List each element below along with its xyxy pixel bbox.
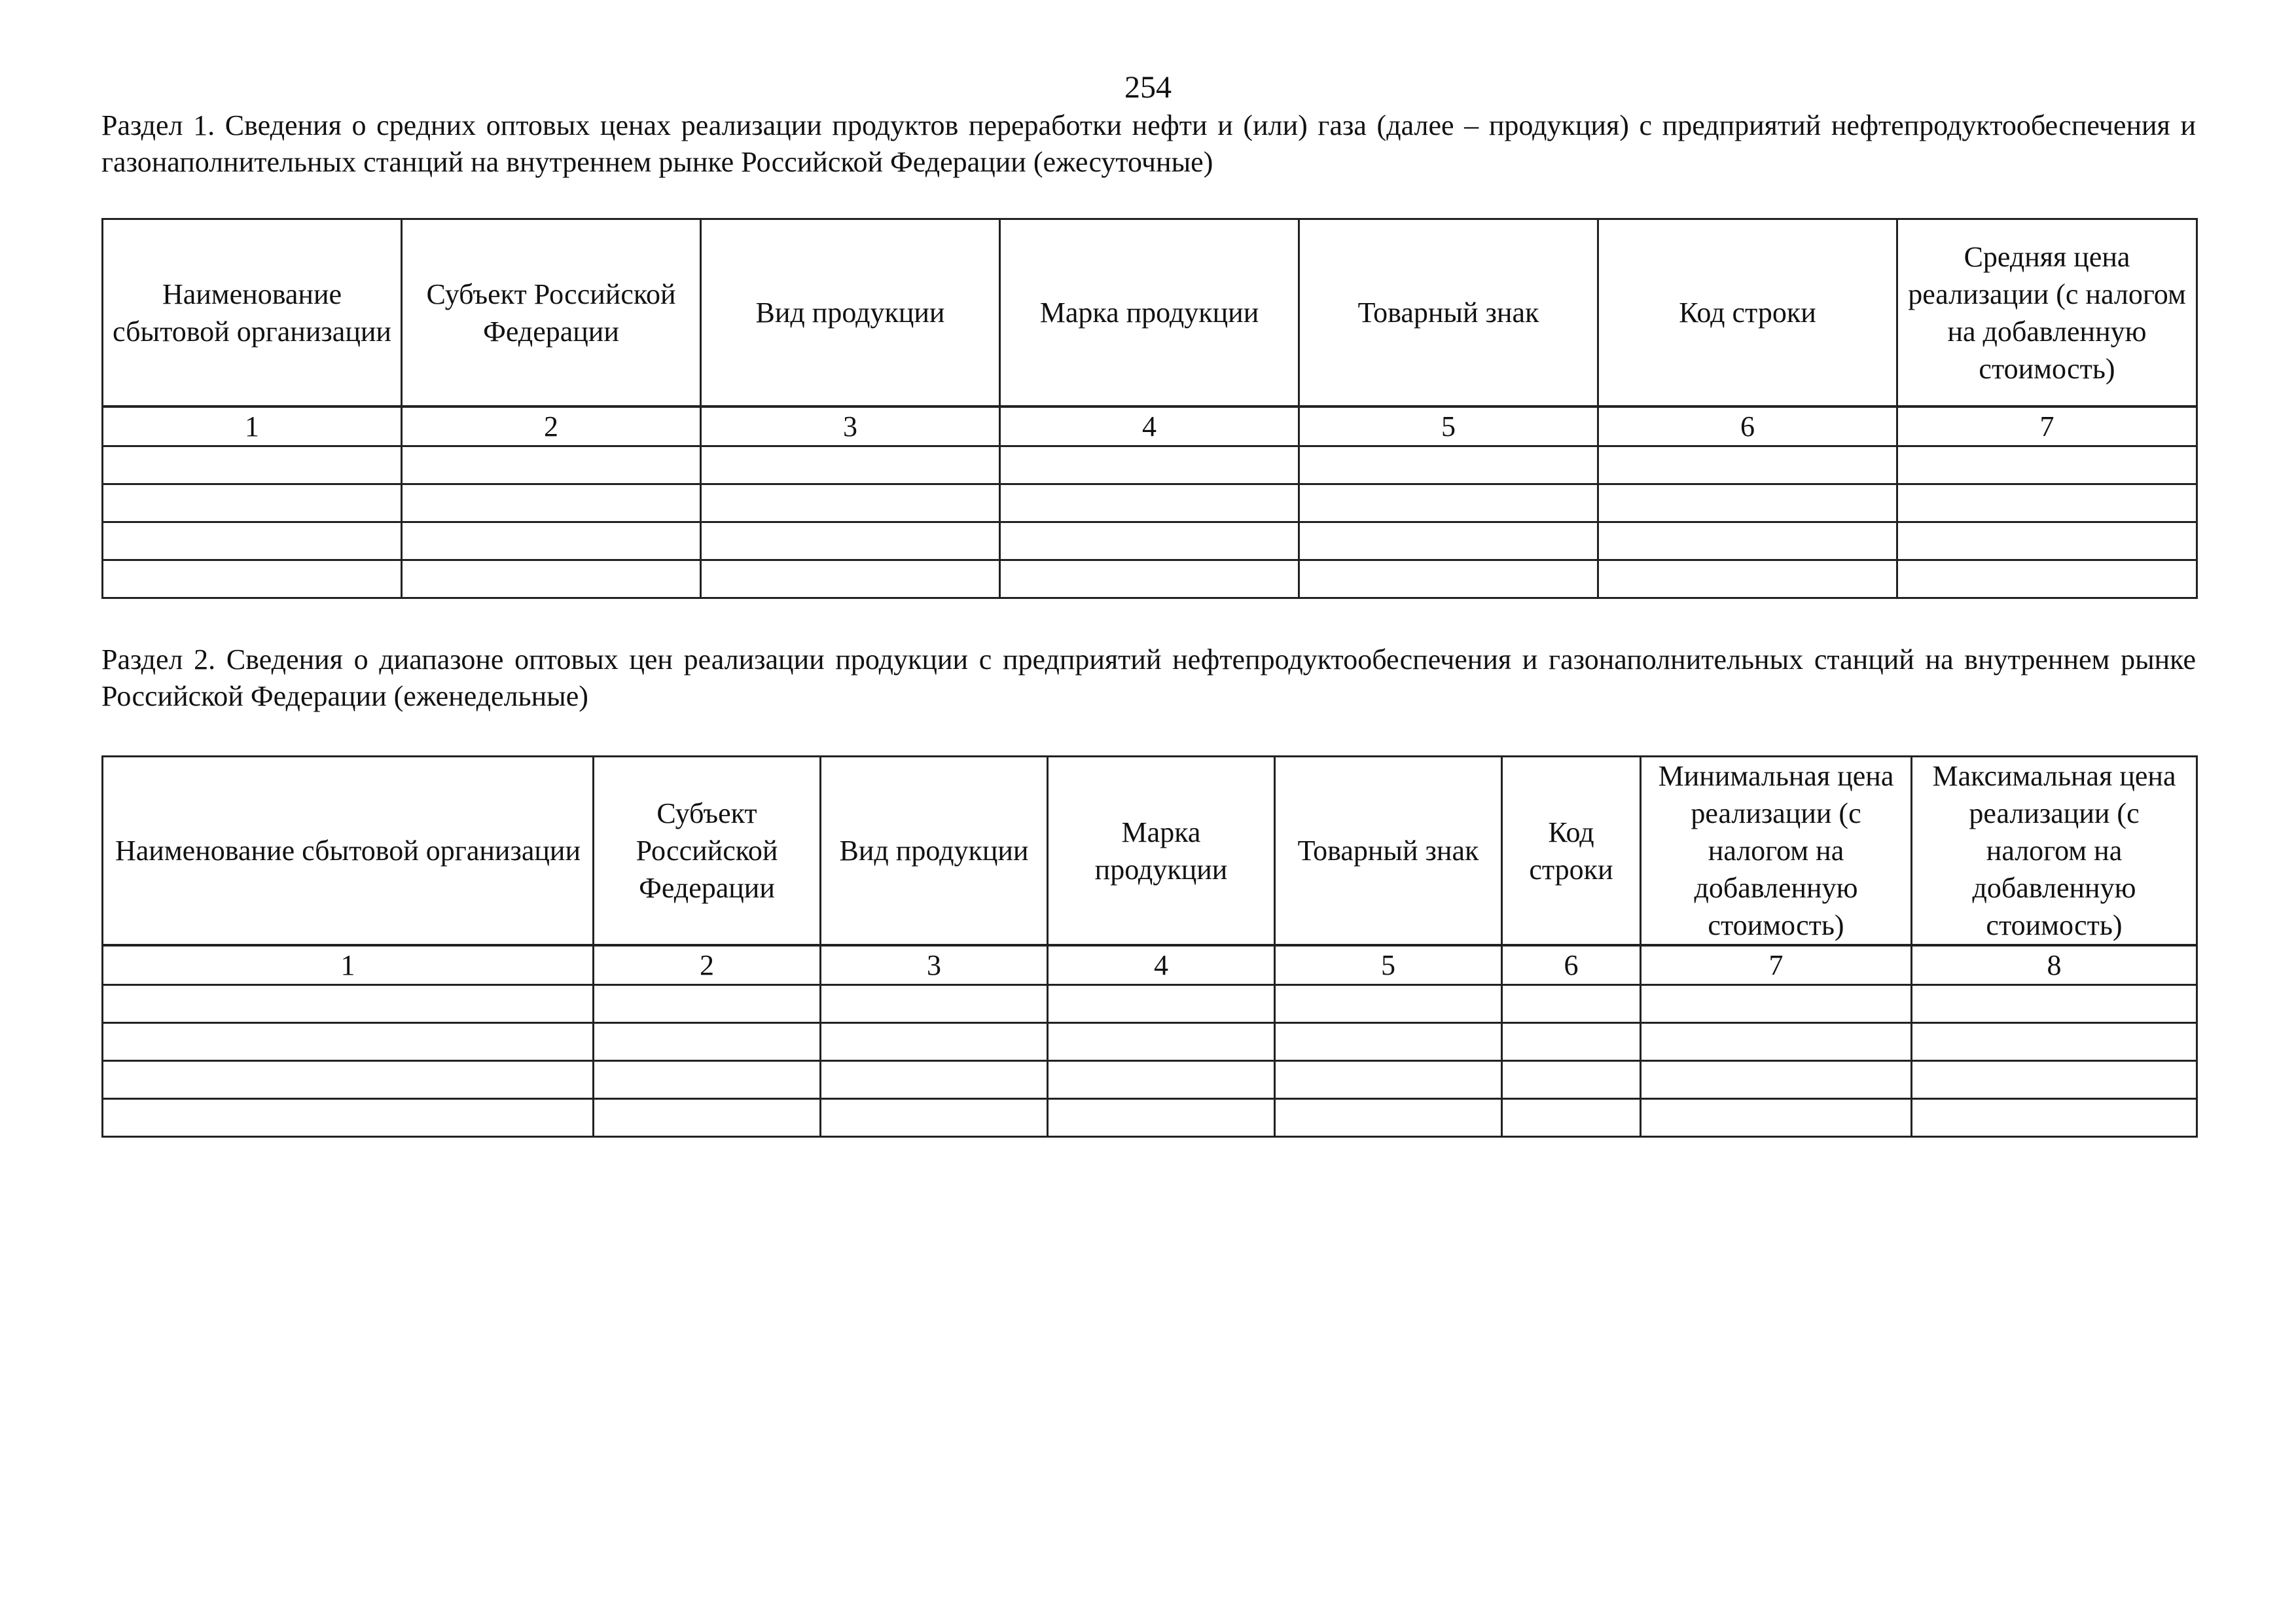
table-header-row <box>103 219 2197 407</box>
column-header: Субъект Российской Федерации <box>594 757 821 946</box>
column-number: 5 <box>1275 945 1502 985</box>
section-2-title: Раздел 2. Сведения о диапазоне оптовых цен реализации продукции с предприятий нефтепродуктообеспечения и газонаполнительных станций на внутреннем рынке Российской Федерации (еженедельные) <box>101 643 2196 712</box>
column-header: Наименование сбытовой организации <box>103 757 594 946</box>
table-cell <box>1641 1099 1912 1137</box>
column-header: Код строки <box>1502 757 1641 946</box>
table-cell <box>1275 1099 1502 1137</box>
table-cell <box>1275 985 1502 1023</box>
table-cell <box>1275 1061 1502 1099</box>
table-cell <box>1912 1099 2197 1137</box>
table-cell <box>1912 1023 2197 1061</box>
column-number-row <box>103 945 2197 985</box>
table-cell <box>103 1061 594 1099</box>
table-cell <box>402 446 701 484</box>
table-cell <box>1502 1023 1641 1061</box>
column-header: Марка продукции <box>1000 219 1299 407</box>
column-header: Субъект Российской Федерации <box>402 219 701 407</box>
table-cell <box>1641 1023 1912 1061</box>
table-cell <box>1275 1023 1502 1061</box>
table-cell <box>103 985 594 1023</box>
table-cell <box>1598 446 1897 484</box>
table-cell <box>594 985 821 1023</box>
table-row <box>103 484 2197 522</box>
column-header: Наименование сбытовой организации <box>103 219 402 407</box>
table-cell <box>402 484 701 522</box>
column-number: 5 <box>1299 406 1598 446</box>
table-row <box>103 985 2197 1023</box>
table-cell <box>821 985 1048 1023</box>
section-1-title: Раздел 1. Сведения о средних оптовых ценах реализации продуктов переработки нефти и (или) газа (далее – продукция) с предприятий нефтепродуктообеспечения и газонаполнительных станций на внутреннем рынке Российской Федерации (ежесуточные) <box>101 109 2196 178</box>
table-cell <box>1502 1099 1641 1137</box>
table-cell <box>103 484 402 522</box>
column-number: 3 <box>821 945 1048 985</box>
column-number: 6 <box>1502 945 1641 985</box>
table-cell <box>1502 985 1641 1023</box>
page-number: 254 <box>1124 70 1172 105</box>
table-cell <box>1299 484 1598 522</box>
column-number: 2 <box>402 406 701 446</box>
table-cell <box>701 560 1000 598</box>
table-cell <box>1897 522 2197 560</box>
table-cell <box>1048 1099 1275 1137</box>
table-cell <box>103 1023 594 1061</box>
column-header: Вид продукции <box>701 219 1000 407</box>
table-cell <box>1000 560 1299 598</box>
column-number: 3 <box>701 406 1000 446</box>
column-number: 2 <box>594 945 821 985</box>
table-cell <box>1912 985 2197 1023</box>
table-cell <box>103 522 402 560</box>
column-header: Минимальная цена реализации (с налогом на добавленную стоимость) <box>1641 757 1912 946</box>
table-cell <box>701 446 1000 484</box>
table-header-row <box>103 757 2197 946</box>
column-header: Средняя цена реализации (с налогом на добавленную стоимость) <box>1897 219 2197 407</box>
table-cell <box>1000 484 1299 522</box>
table-row <box>103 446 2197 484</box>
table-cell <box>821 1023 1048 1061</box>
table-cell <box>103 446 402 484</box>
table-cell <box>1048 985 1275 1023</box>
table-row <box>103 1099 2197 1137</box>
table-cell <box>402 560 701 598</box>
table-cell <box>1641 985 1912 1023</box>
column-number: 7 <box>1897 406 2197 446</box>
table-row <box>103 560 2197 598</box>
table-cell <box>821 1061 1048 1099</box>
table-cell <box>701 522 1000 560</box>
table-cell <box>1048 1061 1275 1099</box>
column-number: 8 <box>1912 945 2197 985</box>
column-number: 6 <box>1598 406 1897 446</box>
table-cell <box>1598 560 1897 598</box>
column-number: 7 <box>1641 945 1912 985</box>
table-cell <box>594 1099 821 1137</box>
table-cell <box>1641 1061 1912 1099</box>
column-number: 4 <box>1000 406 1299 446</box>
table-cell <box>1598 522 1897 560</box>
table-cell <box>1299 560 1598 598</box>
table-cell <box>1897 484 2197 522</box>
column-number-row <box>103 406 2197 446</box>
table-cell <box>821 1099 1048 1137</box>
table-cell <box>1299 446 1598 484</box>
table-cell <box>1000 446 1299 484</box>
table-cell <box>1299 522 1598 560</box>
table-cell <box>103 560 402 598</box>
table-cell <box>1897 446 2197 484</box>
table-cell <box>402 522 701 560</box>
table-row <box>103 522 2197 560</box>
table-cell <box>594 1061 821 1099</box>
table-cell <box>1598 484 1897 522</box>
column-header: Код строки <box>1598 219 1897 407</box>
section-2-table <box>101 755 2198 1138</box>
column-header: Товарный знак <box>1275 757 1502 946</box>
column-header: Марка продукции <box>1048 757 1275 946</box>
column-header: Товарный знак <box>1299 219 1598 407</box>
table-cell <box>594 1023 821 1061</box>
table-cell <box>1897 560 2197 598</box>
column-number: 1 <box>103 406 402 446</box>
table-cell <box>701 484 1000 522</box>
column-header: Вид продукции <box>821 757 1048 946</box>
column-header: Максимальная цена реализации (с налогом на добавленную стоимость) <box>1912 757 2197 946</box>
column-number: 1 <box>103 945 594 985</box>
table-row <box>103 1023 2197 1061</box>
table-row <box>103 1061 2197 1099</box>
column-number: 4 <box>1048 945 1275 985</box>
table-cell <box>1048 1023 1275 1061</box>
table-cell <box>1912 1061 2197 1099</box>
table-cell <box>1502 1061 1641 1099</box>
table-cell <box>103 1099 594 1137</box>
section-1-table <box>101 218 2198 599</box>
table-cell <box>1000 522 1299 560</box>
